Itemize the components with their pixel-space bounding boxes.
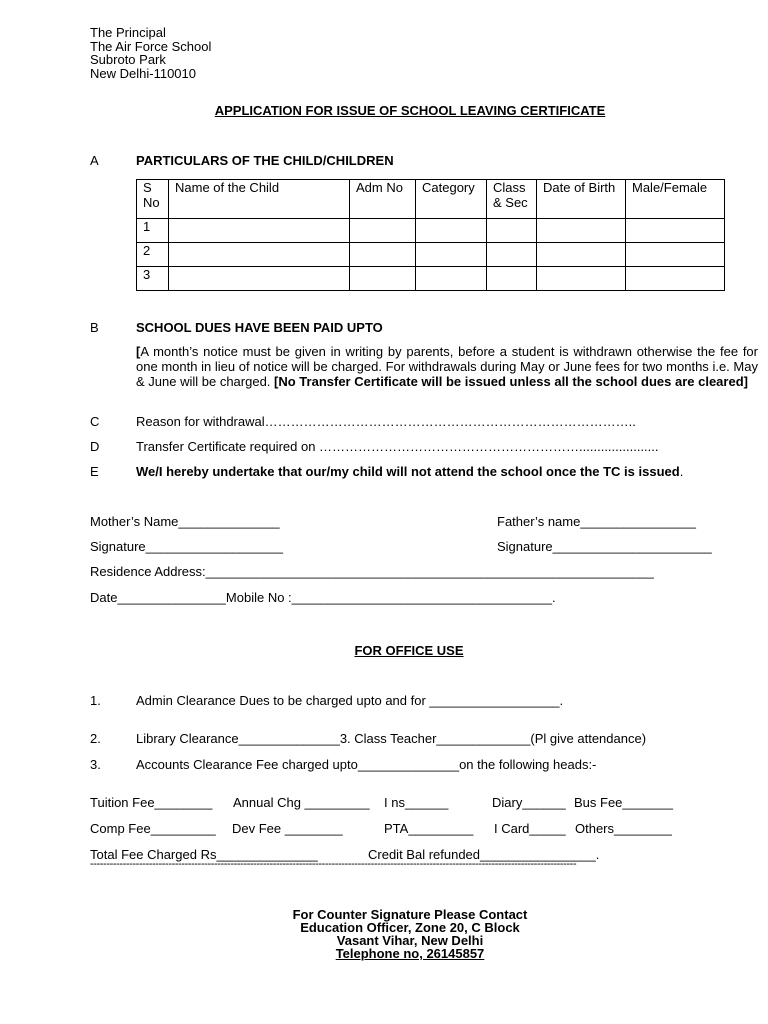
tuition-fee-field[interactable]: Tuition Fee________ (90, 795, 213, 810)
cell-dob[interactable] (537, 243, 626, 267)
children-table (136, 179, 725, 291)
counter-line: For Counter Signature Please Contact (292, 907, 528, 922)
cell-adm-no[interactable] (350, 243, 416, 267)
cell-class[interactable] (487, 243, 537, 267)
cell-class[interactable] (487, 219, 537, 243)
table-row (137, 219, 725, 243)
address-line: New Delhi-110010 (90, 65, 196, 81)
notice-bold-text: [No Transfer Certificate will be issued unless all the school dues are cleared] (274, 374, 748, 389)
section-c-letter: C (90, 414, 100, 429)
cell-gender[interactable] (626, 243, 725, 267)
admin-clearance-field[interactable]: Admin Clearance Dues to be charged upto and for __________________. (136, 693, 564, 708)
cell-category[interactable] (416, 267, 487, 291)
col-sno: S No (137, 180, 169, 219)
section-e-letter: E (90, 464, 99, 479)
notice-paragraph (136, 344, 758, 389)
residence-address-field[interactable]: Residence Address:______________________________________________________________ (90, 564, 654, 579)
office-item-number: 3. (90, 757, 101, 772)
dashed-separator: ----------------------------------------------------------------------------------------------------------------------------------------------------- (90, 858, 577, 870)
diary-field[interactable]: Diary______ (492, 795, 566, 810)
col-category: Category (416, 180, 487, 219)
table-header-row (137, 180, 725, 219)
bus-fee-field[interactable]: Bus Fee_______ (574, 795, 674, 810)
counter-line: Education Officer, Zone 20, C Block (300, 920, 520, 935)
cell-gender[interactable] (626, 267, 725, 291)
annual-charge-field[interactable]: Annual Chg _________ (233, 795, 370, 810)
row-number: 3 (137, 267, 169, 291)
cell-name[interactable] (169, 219, 350, 243)
mother-signature-field[interactable]: Signature___________________ (90, 539, 284, 554)
addressee-block (90, 26, 211, 80)
section-a-heading: PARTICULARS OF THE CHILD/CHILDREN (136, 153, 394, 168)
library-clearance-field[interactable]: Library Clearance______________3. Class Teacher_____________(Pl give attendance) (136, 731, 647, 746)
cell-dob[interactable] (537, 219, 626, 243)
date-mobile-field[interactable]: Date_______________Mobile No :____________________________________. (90, 590, 556, 605)
cell-dob[interactable] (537, 267, 626, 291)
office-item-number: 2. (90, 731, 101, 746)
col-adm-no: Adm No (350, 180, 416, 219)
table-row (137, 267, 725, 291)
counter-line: Vasant Vihar, New Delhi (336, 933, 484, 948)
tc-required-field[interactable]: Transfer Certificate required on ……………………………………………………...................... (136, 439, 659, 454)
table-row (137, 243, 725, 267)
mother-name-field[interactable]: Mother’s Name______________ (90, 514, 280, 529)
office-use-heading: FOR OFFICE USE (354, 643, 464, 658)
address-line: Subroto Park (90, 52, 166, 67)
address-line: The Air Force School (90, 38, 212, 54)
section-b-heading: SCHOOL DUES HAVE BEEN PAID UPTO (136, 320, 383, 335)
icard-field[interactable]: I Card_____ (494, 821, 566, 836)
row-number: 1 (137, 219, 169, 243)
section-b-letter: B (90, 320, 99, 335)
cell-adm-no[interactable] (350, 219, 416, 243)
pta-field[interactable]: PTA_________ (384, 821, 474, 836)
reason-field[interactable]: Reason for withdrawal………………………………………………………………………….. (136, 414, 636, 429)
section-a-letter: A (90, 153, 99, 168)
cell-name[interactable] (169, 243, 350, 267)
notice-text: A month’s notice must be given in writing by parents, before a student is withdrawn otherwise the fee for one month in lieu of notice will be charged. For withdrawals during May or June fees for two months i.e. May & June will be charged. (136, 344, 758, 389)
cell-class[interactable] (487, 267, 537, 291)
address-line: The Principal (90, 25, 166, 40)
credit-refund-field[interactable]: Credit Bal refunded________________. (368, 847, 600, 862)
total-fee-field[interactable]: Total Fee Charged Rs______________ (90, 847, 318, 862)
undertaking-text (136, 464, 683, 479)
cell-category[interactable] (416, 243, 487, 267)
others-field[interactable]: Others________ (575, 821, 672, 836)
cell-category[interactable] (416, 219, 487, 243)
col-name: Name of the Child (169, 180, 350, 219)
open-bracket: [ (136, 344, 141, 359)
cell-name[interactable] (169, 267, 350, 291)
undertaking-bold: We/I hereby undertake that our/my child will not attend the school once the TC is issued (136, 464, 680, 479)
cell-adm-no[interactable] (350, 267, 416, 291)
undertaking-end: . (679, 464, 684, 479)
col-dob: Date of Birth (537, 180, 626, 219)
office-item-number: 1. (90, 693, 101, 708)
row-number: 2 (137, 243, 169, 267)
section-d-letter: D (90, 439, 100, 454)
col-gender: Male/Female (626, 180, 725, 219)
col-class-sec: Class & Sec (487, 180, 537, 219)
ins-field[interactable]: I ns______ (384, 795, 449, 810)
document-title: APPLICATION FOR ISSUE OF SCHOOL LEAVING CERTIFICATE (214, 103, 606, 118)
counter-signature-block (0, 908, 768, 960)
comp-fee-field[interactable]: Comp Fee_________ (90, 821, 216, 836)
father-signature-field[interactable]: Signature______________________ (497, 539, 712, 554)
father-name-field[interactable]: Father’s name________________ (497, 514, 697, 529)
counter-telephone: Telephone no, 26145857 (335, 946, 485, 961)
accounts-clearance-field[interactable]: Accounts Clearance Fee charged upto______________on the following heads:- (136, 757, 597, 772)
cell-gender[interactable] (626, 219, 725, 243)
dev-fee-field[interactable]: Dev Fee ________ (232, 821, 343, 836)
